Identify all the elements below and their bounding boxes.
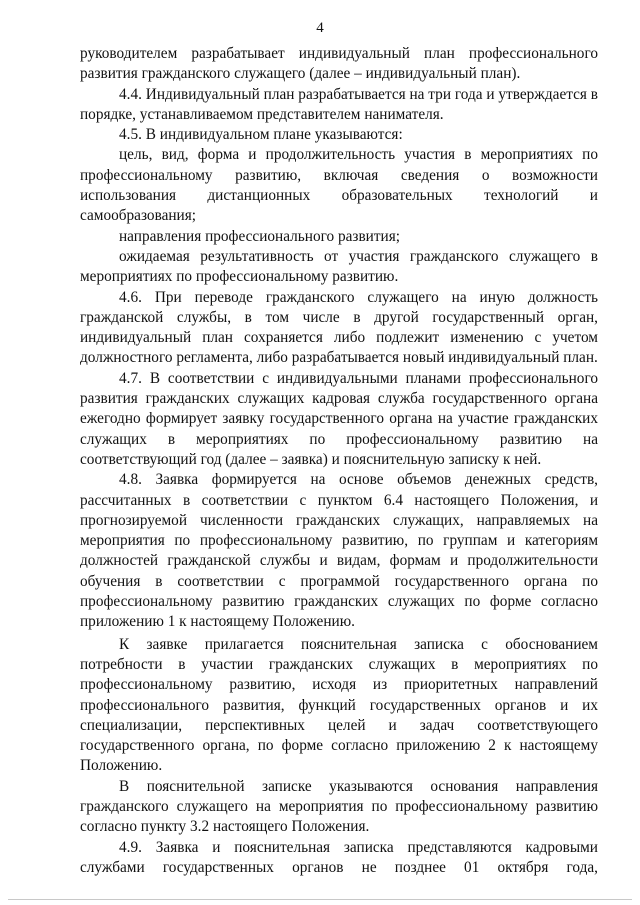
page-number: 4 <box>316 20 324 36</box>
paragraph-4-4: 4.4. Индивидуальный план разрабатывается на три года и утверждается в порядке, устанавливаемом представителем нанимателя. <box>80 85 598 123</box>
paragraph-4-5: 4.5. В индивидуальном плане указываются: <box>119 126 403 144</box>
paragraph-explanatory-note: К заявке прилагается пояснительная записка с обоснованием потребности в участии гражданских служащих в мероприятиях по профессиональному развитию, исходя из приоритетных направлений профессионального развития, функций государственных органов и их специализации, перспективных целей и задач соответствующего государственного органа, по форме согласно приложению 2 к настоящему Положению. <box>80 635 598 775</box>
paragraph-4-6: 4.6. При переводе гражданского служащего на иную должность гражданской службы, в том числе в другой государственный орган, индивидуальный план сохраняется либо подлежит изменению с учетом должностного регламента, либо разрабатывается новый индивидуальный план. <box>80 288 598 367</box>
list-item-goal: цель, вид, форма и продолжительность участия в мероприятиях по профессиональному развитию, включая сведения о возможности использования дистанционных образовательных технологий и самообразования; <box>80 146 598 225</box>
paragraph-4-9: 4.9. Заявка и пояснительная записка представляются кадровыми службами государственных органов не позднее 01 октября года, <box>80 838 598 876</box>
paragraph-4-7: 4.7. В соответствии с индивидуальными планами профессионального развития гражданских служащих кадровая служба государственного органа ежегодно формирует заявку государственного органа на участие гражданских служащих в мероприятиях по профессиональному развитию на соответствующий год (далее – заявка) и пояснительную записку к ней. <box>80 369 598 468</box>
paragraph-intro: руководителем разрабатывает индивидуальный план профессионального развития гражданского служащего (далее – индивидуальный план). <box>80 45 598 83</box>
paragraph-4-8: 4.8. Заявка формируется на основе объемов денежных средств, рассчитанных в соответствии с пунктом 6.4 настоящего Положения, и прогнозируемой численности гражданских служащих, направляемых на мероприятия по профессиональному развитию, по группам и категориям должностей гражданской службы и видам, формам и продолжительности обучения в соответствии с программой государственного органа по профессиональному развитию гражданских служащих по форме согласно приложению 1 к настоящему Положению. <box>80 471 598 631</box>
list-item-directions: направления профессионального развития; <box>119 227 401 245</box>
list-item-expected-result: ожидаемая результативность от участия гражданского служащего в мероприятиях по профессиональному развитию. <box>80 247 598 286</box>
document-body <box>80 44 598 878</box>
paragraph-note-grounds: В пояснительной записке указываются основания направления гражданского служащего на мероприятия по профессиональному развитию согласно пункту 3.2 настоящего Положения. <box>80 777 598 836</box>
scan-edge-line <box>8 899 632 900</box>
